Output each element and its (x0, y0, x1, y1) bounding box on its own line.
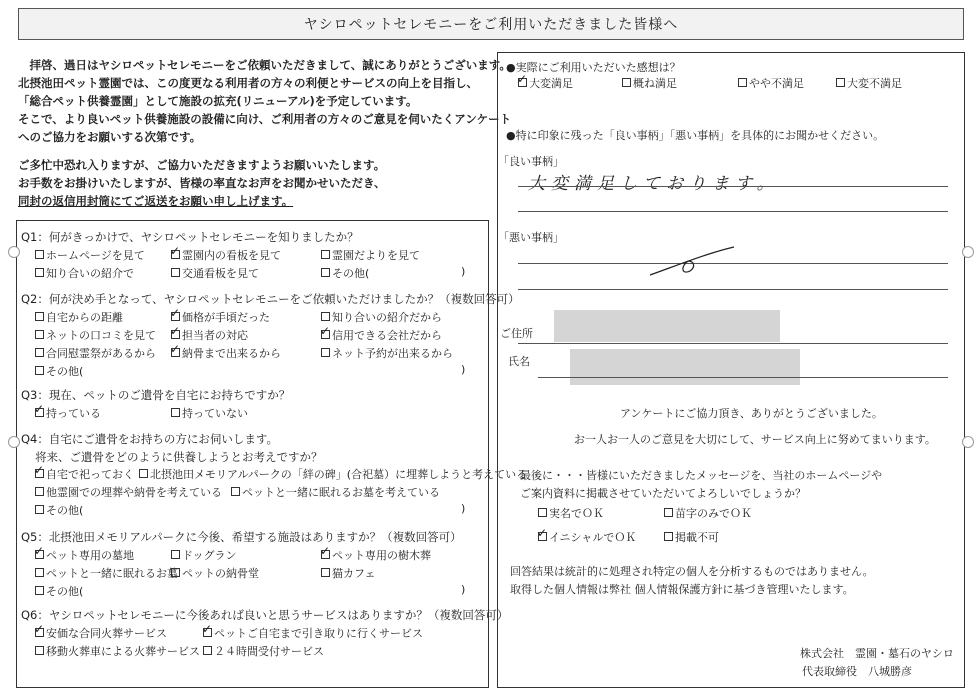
q4-subquestion: 将来、ご遺骨をどのように供養しようとお考えですか？ (35, 450, 323, 464)
title-text: ヤシロペットセレモニーをご利用いただきました皆様へ (303, 17, 679, 33)
name-redacted (570, 349, 800, 385)
checkbox[interactable] (321, 348, 330, 357)
q3-option[interactable]: ✓持っている (35, 405, 101, 421)
checkbox[interactable] (738, 78, 747, 87)
checkbox[interactable] (35, 586, 44, 595)
q4-option-other[interactable]: その他( (35, 502, 83, 518)
checkbox-checked[interactable] (171, 250, 180, 259)
checkbox[interactable] (321, 312, 330, 321)
q5-option[interactable]: ペットの納骨堂 (171, 565, 259, 581)
q4-option[interactable]: 他霊園での埋葬や納骨を考えている (35, 484, 222, 500)
intro-line: へのご協力をお願いする次第です。 (18, 130, 202, 144)
checkbox-checked[interactable] (35, 550, 44, 559)
q2-option[interactable]: 合同慰霊祭があるから (35, 345, 156, 361)
checkbox-checked[interactable] (518, 78, 527, 87)
checkbox-checked[interactable] (203, 628, 212, 637)
message-line: ご案内資料に掲載させていただいてよろしいでしょうか？ (520, 487, 806, 500)
publish-option[interactable]: 掲載不可 (664, 529, 719, 545)
q4-option[interactable]: 北摂池田メモリアルパークの「絆の碑」(合祀墓）に埋葬しようと考えている (139, 466, 527, 482)
checkbox[interactable] (321, 568, 330, 577)
checkbox[interactable] (836, 78, 845, 87)
q5-option[interactable]: ✓ペット専用の墓地 (35, 547, 134, 563)
checkbox[interactable] (35, 268, 44, 277)
checkbox[interactable] (203, 646, 212, 655)
intro-line: そこで、より良いペット供養施設の設備に向け、ご利用者の方々のご意見を伺いたくアンケート (18, 112, 512, 126)
q2-option[interactable]: ネットの口コミを見て (35, 327, 156, 343)
q3-question: Q3：現在、ペットのご遺骨を自宅にお持ちですか？ (21, 388, 291, 402)
checkbox[interactable] (171, 568, 180, 577)
q5-option[interactable]: ドッグラン (171, 547, 237, 563)
ceo-name: 代表取締役 八城勝彦 (802, 665, 912, 678)
q5-option[interactable]: 猫カフェ (321, 565, 375, 581)
intro-line: 北摂池田ペット霊園では、この度更なる利用者の方々の利便とサービスの向上を目指し、 (18, 76, 478, 90)
q2-option[interactable]: ✓ 価格が手頃だった (171, 309, 270, 325)
episode-question: ●特に印象に残った「良い事柄」「悪い事柄」を具体的にお聞かせください。 (506, 129, 885, 142)
checkbox[interactable] (171, 408, 180, 417)
q1-option-other[interactable]: その他( (321, 265, 369, 281)
intro-line: お手数をお掛けいたしますが、皆様の率直なお声をお聞かせいただき、 (18, 176, 386, 190)
q2-option[interactable]: 自宅からの距離 (35, 309, 123, 325)
q6-option[interactable]: ✓ ペットご自宅まで引き取りに行くサービス (203, 625, 423, 641)
thanks-line: お一人お一人のご意見を大切にして、サービス向上に努めてまいります。 (574, 433, 936, 446)
punch-hole (962, 436, 974, 448)
publish-option[interactable]: ✓イニシャルでＯＫ (538, 529, 636, 545)
checkbox[interactable] (35, 366, 44, 375)
writing-line (518, 186, 948, 187)
note-line: 回答結果は統計的に処理され特定の個人を分析するものではありません。 (510, 565, 874, 578)
checkbox-checked[interactable] (321, 550, 330, 559)
checkbox-checked[interactable] (35, 408, 44, 417)
good-answer[interactable]: 大変満足しております。 (528, 174, 780, 194)
q6-option[interactable]: 移動火葬車による火葬サービス (35, 643, 200, 659)
checkbox[interactable] (35, 646, 44, 655)
writing-line (538, 377, 948, 378)
checkbox[interactable] (139, 469, 148, 478)
q4-option[interactable]: ペットと一緒に眠れるお墓を考えている (231, 484, 440, 500)
q5-option[interactable]: ✓ ペット専用の樹木葬 (321, 547, 431, 563)
message-line: 最後に・・・皆様にいただきましたメッセージを、当社のホームページや (520, 469, 883, 482)
checkbox-checked[interactable] (538, 532, 547, 541)
address-redacted (554, 310, 780, 342)
q5-paren-close: ) (461, 583, 466, 596)
intro-text (18, 56, 511, 210)
q2-paren-close: ) (461, 363, 466, 376)
checkbox[interactable] (664, 532, 673, 541)
bad-label: 「悪い事柄」 (498, 231, 564, 244)
company-name: 株式会社 霊園・墓石のヤシロ (800, 647, 954, 660)
q1-option[interactable]: 霊園だよりを見て (321, 247, 420, 263)
q2-option-other[interactable]: その他( (35, 363, 83, 379)
q2-option[interactable]: 知り合いの紹介だから (321, 309, 442, 325)
checkbox-checked[interactable] (171, 312, 180, 321)
checkbox[interactable] (664, 508, 673, 517)
writing-line (518, 211, 948, 212)
q5-question: Q5：北摂池田メモリアルパークに今後、希望する施設はありますか？（複数回答可） (21, 530, 462, 544)
name-label: 氏名 (508, 355, 530, 368)
impression-option[interactable]: 概ね満足 (622, 75, 677, 91)
q5-option-other[interactable]: その他( (35, 583, 83, 599)
feedback-box (497, 52, 965, 688)
q2-option[interactable]: ネット予約が出来るから (321, 345, 453, 361)
checkbox-checked[interactable] (171, 348, 180, 357)
q2-option[interactable]: ✓ 信用できる会社だから (321, 327, 442, 343)
good-label: 「良い事柄」 (498, 155, 564, 168)
checkbox-checked[interactable] (171, 330, 180, 339)
punch-hole (962, 246, 974, 258)
q1-option[interactable]: ✓ 霊園内の看板を見て (171, 247, 281, 263)
q4-paren-close: ) (461, 502, 466, 515)
page-title (18, 8, 964, 40)
impression-question: ●実際にご利用いただいた感想は？ (506, 61, 681, 74)
q4-option[interactable]: ✓自宅で祀っておく (35, 466, 134, 482)
checkbox[interactable] (35, 348, 44, 357)
q1-paren-close: ) (461, 265, 466, 278)
q1-option[interactable]: 交通看板を見て (171, 265, 259, 281)
checkbox[interactable] (35, 487, 44, 496)
note-line: 取得した個人情報は弊社 個人情報保護方針に基づき管理いたします。 (510, 583, 854, 596)
checkbox-checked[interactable] (321, 330, 330, 339)
impression-option[interactable]: やや不満足 (738, 75, 804, 91)
q5-option[interactable]: ペットと一緒に眠れるお墓 (35, 565, 178, 581)
q4-question: Q4：自宅にご遺骨をお持ちの方にお伺いします。 (21, 432, 278, 446)
writing-line (518, 289, 948, 290)
strike-mark (648, 245, 738, 281)
checkbox[interactable] (171, 550, 180, 559)
q1-question: Q1：何がきっかけで、ヤシロペットセレモニーを知りましたか？ (21, 230, 359, 244)
writing-line (518, 343, 948, 344)
checkbox[interactable] (35, 330, 44, 339)
checkbox[interactable] (622, 78, 631, 87)
q6-option[interactable]: ２４時間受付サービス (203, 643, 324, 659)
checkbox[interactable] (538, 508, 547, 517)
q1-option[interactable]: ホームページを見て (35, 247, 145, 263)
intro-line: 「総合ペット供養霊園」として施設の拡充(リニューアル)を予定しています。 (18, 94, 418, 108)
intro-line: 拝啓、過日はヤシロペットセレモニーをご依頼いただきまして、誠にありがとうございます。 (18, 58, 511, 72)
checkbox[interactable] (35, 505, 44, 514)
publish-option[interactable]: 苗字のみでＯＫ (664, 505, 752, 521)
q2-option[interactable]: ✓ 担当者の対応 (171, 327, 248, 343)
thanks-line: アンケートにご協力頂き、ありがとうございました。 (620, 407, 883, 420)
q2-option[interactable]: ✓ 納骨まで出来るから (171, 345, 281, 361)
q6-question: Q6：ヤシロペットセレモニーに今後あれば良いと思うサービスはありますか？（複数回答可） (21, 608, 509, 622)
checkbox[interactable] (35, 250, 44, 259)
intro-line: ご多忙中恐れ入りますが、ご協力いただきますようお願いいたします。 (18, 158, 386, 172)
checkbox[interactable] (35, 312, 44, 321)
checkbox[interactable] (321, 268, 330, 277)
punch-hole (8, 436, 20, 448)
impression-option[interactable]: 大変不満足 (836, 75, 902, 91)
checkbox-checked[interactable] (35, 628, 44, 637)
impression-option[interactable]: ✓大変満足 (518, 75, 573, 91)
publish-option[interactable]: 実名でＯＫ (538, 505, 604, 521)
punch-hole (8, 246, 20, 258)
q2-question: Q2：何が決め手となって、ヤシロペットセレモニーをご依頼いただけましたか？（複数回答可） (21, 292, 520, 306)
q6-option[interactable]: ✓安価な合同火葬サービス (35, 625, 167, 641)
checkbox[interactable] (231, 487, 240, 496)
q1-option[interactable]: 知り合いの紹介で (35, 265, 134, 281)
checkbox[interactable] (35, 568, 44, 577)
intro-line: 同封の返信用封筒にてご返送をお願い申し上げます。 (18, 194, 294, 208)
q3-option[interactable]: 持っていない (171, 405, 248, 421)
address-label: ご住所 (500, 327, 533, 340)
checkbox[interactable] (321, 250, 330, 259)
checkbox[interactable] (171, 268, 180, 277)
checkbox-checked[interactable] (35, 469, 44, 478)
